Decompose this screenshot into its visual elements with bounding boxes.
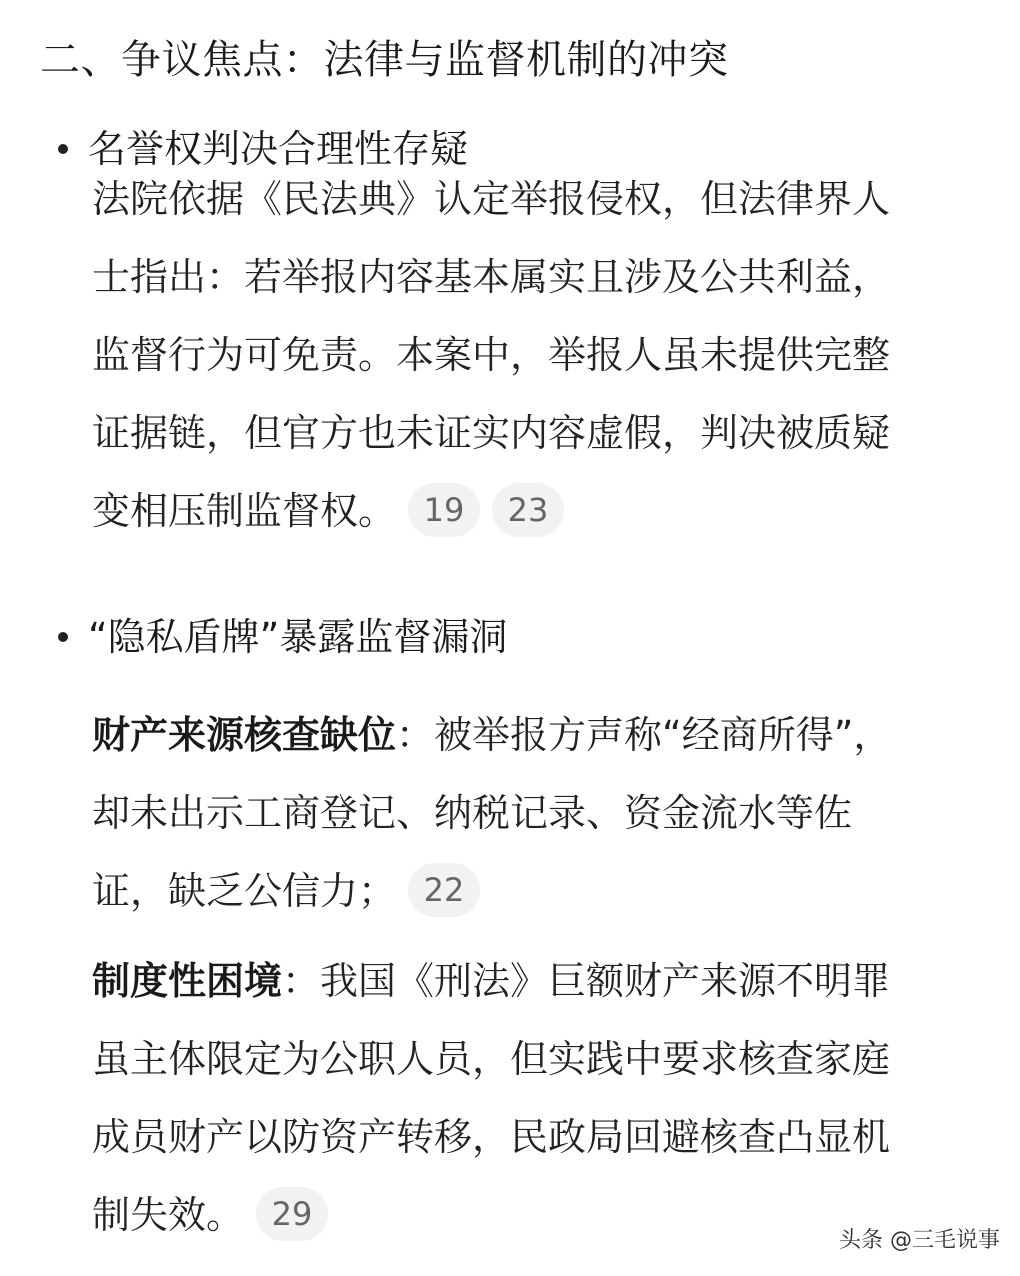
paragraph-line-text: ：被举报方声称“经商所得”，	[396, 713, 892, 757]
paragraph-line	[92, 942, 982, 1020]
paragraph-reputation	[92, 160, 982, 550]
bullet-dot-icon	[58, 144, 68, 154]
citation-badge[interactable]: 29	[256, 1187, 328, 1241]
citation-badge[interactable]: 22	[408, 863, 480, 917]
bullet-title-text: 名誉权判决合理性存疑	[88, 127, 469, 171]
bullet-item-2-title	[58, 610, 507, 664]
paragraph-line-text: 制失效。	[92, 1193, 245, 1237]
paragraph-line: 却未出示工商登记、纳税记录、资金流水等佐	[92, 791, 853, 835]
paragraph-line: 成员财产以防资产转移，民政局回避核查凸显机	[92, 1115, 891, 1159]
section-heading: 二、争议焦点：法律与监督机制的冲突	[40, 37, 729, 83]
paragraph-institutional-dilemma	[92, 942, 982, 1254]
paragraph-line: 士指出：若举报内容基本属实且涉及公共利益，	[92, 255, 891, 299]
paragraph-line-text: 变相压制监督权。	[92, 489, 397, 533]
paragraph-line-text: 证，缺乏公信力；	[92, 869, 397, 913]
citation-badge[interactable]: 23	[492, 483, 564, 537]
citation-badge[interactable]: 19	[408, 483, 480, 537]
paragraph-property-source	[92, 696, 982, 930]
paragraph-lead-term: 制度性困境	[92, 959, 283, 1003]
paragraph-line: 虽主体限定为公职人员，但实践中要求核查家庭	[92, 1037, 891, 1081]
watermark: 头条 @三毛说事	[839, 1228, 1000, 1253]
paragraph-line	[92, 696, 982, 774]
paragraph-line-last	[92, 472, 982, 550]
paragraph-line-last	[92, 852, 982, 930]
paragraph-lead-term: 财产来源核查缺位	[92, 713, 397, 757]
paragraph-line: 监督行为可免责。本案中，举报人虽未提供完整	[92, 333, 891, 377]
bullet-title-text: “隐私盾牌”暴露监督漏洞	[88, 615, 508, 659]
bullet-dot-icon	[58, 632, 68, 642]
paragraph-line: 证据链，但官方也未证实内容虚假，判决被质疑	[92, 411, 891, 455]
paragraph-line: 法院依据《民法典》认定举报侵权，但法律界人	[92, 177, 891, 221]
paragraph-line-text: ：我国《刑法》巨额财产来源不明罪	[282, 959, 891, 1003]
